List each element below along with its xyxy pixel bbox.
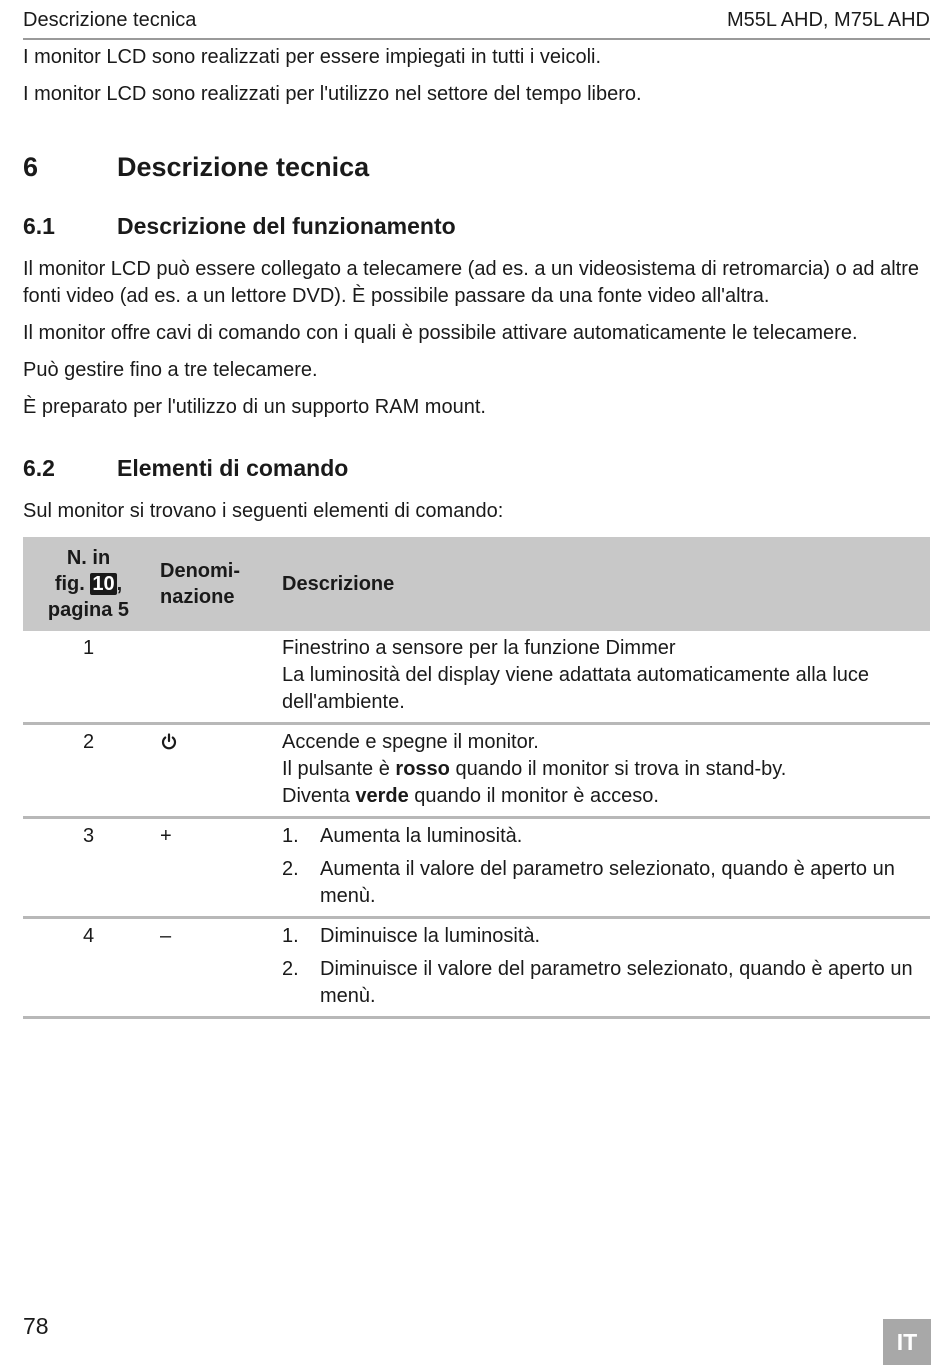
body-paragraph: Il monitor offre cavi di comando con i quali è possibile attivare automaticamente le telecamere. <box>23 322 858 344</box>
body-paragraph: Il monitor LCD può essere collegato a telecamere (ad es. a un videosistema di retromarcia) o ad altre fonti video (ad es. a un lettore DVD). È possibile passare da una fonte video all'altra. <box>23 258 919 307</box>
table-row <box>23 918 930 1018</box>
table-header-row <box>23 537 930 631</box>
intro-paragraph: I monitor LCD sono realizzati per essere impiegati in tutti i veicoli. <box>23 46 602 68</box>
subsection-number: 6.1 <box>23 213 55 239</box>
list-item: 1. Aumenta la luminosità. <box>282 825 523 847</box>
controls-table <box>23 537 930 1019</box>
row-description: Finestrino a sensore per la funzione Dimmer La luminosità del display viene adattata automaticamente alla luce dell'ambiente. <box>276 631 930 724</box>
row-name <box>154 724 276 818</box>
table-row <box>23 818 930 918</box>
row-description <box>276 918 930 1018</box>
section-number: 6 <box>23 152 39 182</box>
subsection-heading <box>23 455 930 482</box>
power-icon <box>160 733 270 751</box>
row-name: + <box>154 818 276 918</box>
numbered-list <box>282 923 924 1010</box>
page-header <box>23 6 930 40</box>
language-badge: IT <box>883 1319 931 1365</box>
body-paragraph: È preparato per l'utilizzo di un supporto RAM mount. <box>23 396 486 418</box>
header-section: Descrizione tecnica <box>23 9 197 31</box>
body-paragraph: Può gestire fino a tre telecamere. <box>23 359 318 381</box>
list-item: 2. Aumenta il valore del parametro selezionato, quando è aperto un menù. <box>282 858 895 907</box>
header-cell-description: Descrizione <box>276 537 930 631</box>
row-number: 2 <box>23 724 154 818</box>
status-red: rosso <box>395 758 450 780</box>
row-number: 4 <box>23 918 154 1018</box>
figure-reference: 10 <box>92 573 115 595</box>
header-cell-name: Denomi- nazione <box>154 537 276 631</box>
subsection-heading <box>23 213 930 240</box>
header-model: M55L AHD, M75L AHD <box>726 9 930 31</box>
section-heading <box>23 152 930 183</box>
section-title: Descrizione tecnica <box>117 152 370 182</box>
subsection-title: Descrizione del funzionamento <box>117 213 456 239</box>
row-name <box>154 631 276 724</box>
numbered-list <box>282 823 924 910</box>
row-name: – <box>154 918 276 1018</box>
row-number: 1 <box>23 631 154 724</box>
subsection-number: 6.2 <box>23 455 55 481</box>
row-description: Accende e spegne il monitor. Il pulsante è rosso quando il monitor si trova in stand-by. Diventa verde quando il monitor è acceso. <box>276 724 930 818</box>
row-number: 3 <box>23 818 154 918</box>
list-item: 2. Diminuisce il valore del parametro selezionato, quando è aperto un menù. <box>282 958 913 1007</box>
header-cell-number: N. in fig. 10 , pagina 5 <box>23 537 154 631</box>
table-row <box>23 631 930 724</box>
intro-paragraph: I monitor LCD sono realizzati per l'utilizzo nel settore del tempo libero. <box>23 83 642 105</box>
page-number: 78 <box>23 1313 49 1339</box>
body-paragraph: Sul monitor si trovano i seguenti elementi di comando: <box>23 500 504 522</box>
row-description <box>276 818 930 918</box>
list-item: 1. Diminuisce la luminosità. <box>282 925 541 947</box>
page-content <box>23 44 930 1019</box>
subsection-title: Elementi di comando <box>117 455 349 481</box>
table-row <box>23 724 930 818</box>
status-green: verde <box>355 785 409 807</box>
